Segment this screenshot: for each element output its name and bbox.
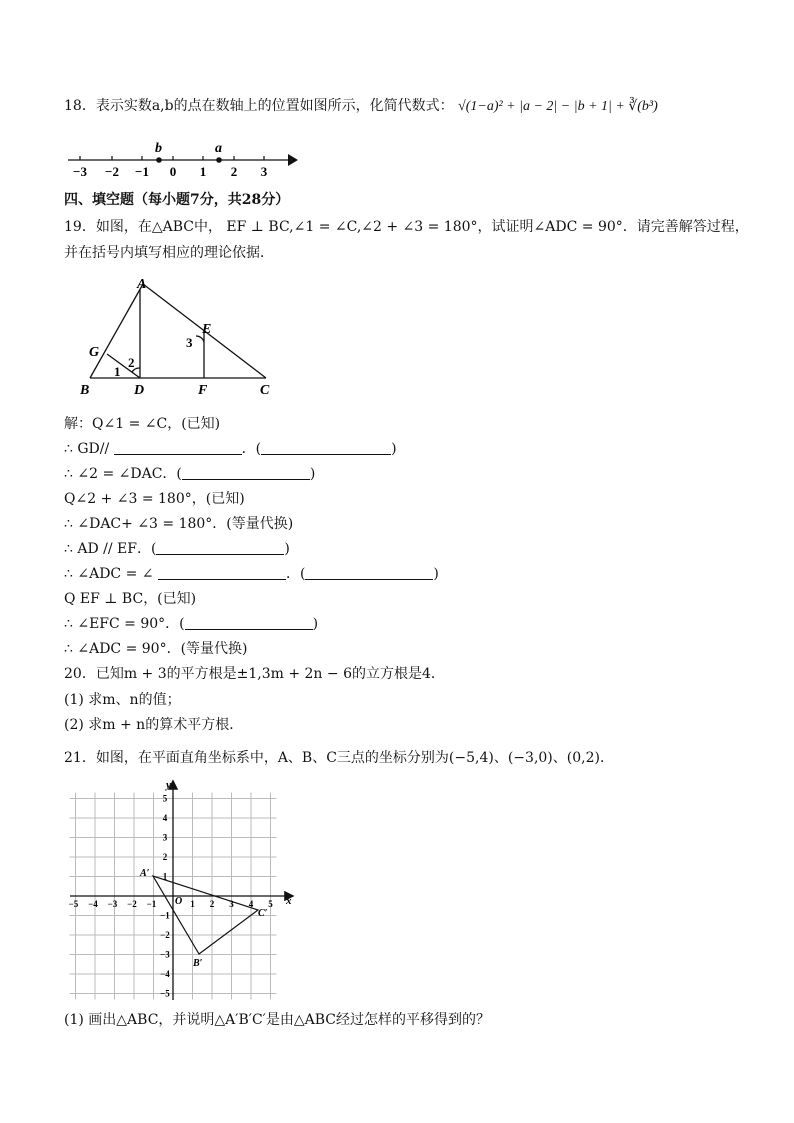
q19-blank7[interactable]	[185, 615, 313, 630]
x-tick-label: 3	[229, 899, 234, 909]
origin-label: O	[175, 896, 183, 907]
q19-step10: ∴ ∠ADC = 90°．(等量代换)	[64, 641, 248, 657]
x-axis-label: x	[286, 895, 292, 907]
tick-neg2: −2	[105, 164, 119, 179]
q19-step3: ∴ ∠2 = ∠DAC．( )	[64, 466, 316, 482]
q18-text-line	[64, 96, 658, 117]
y-tick-label: −3	[160, 949, 170, 960]
q19-step1: 解：Q∠1 = ∠C，(已知)	[64, 416, 221, 432]
tick-2: 2	[230, 164, 238, 179]
tick-neg3: −3	[73, 164, 87, 179]
q21-line1: 21．如图，在平面直角坐标系中，A、B、C三点的坐标分别为(−5,4)、(−3,0)、(0,2)．	[64, 750, 614, 766]
label-C: C	[260, 383, 270, 398]
q19-triangle-figure	[78, 274, 288, 400]
tick-0: 0	[169, 164, 177, 179]
y-tick-label: 4	[162, 813, 168, 823]
label-E: E	[202, 322, 212, 337]
q19-blank3[interactable]	[182, 465, 310, 480]
x-tick-label: −4	[88, 899, 98, 909]
label-D: D	[134, 383, 145, 398]
section4-title: 四、填空题（每小题7分，共28分）	[64, 192, 290, 208]
x-tick-label: −5	[68, 899, 79, 909]
tick-3: 3	[260, 164, 268, 179]
x-tick-label: −1	[146, 899, 157, 909]
q20-line3: (2) 求m + n的算术平方根．	[64, 717, 244, 733]
y-tick-label: −1	[160, 910, 170, 921]
y-tick-label: −4	[160, 969, 170, 979]
q18-expression: √(1−a)² + |a − 2| − |b + 1| + ∛(b³)	[458, 99, 658, 114]
q19-line1: 19．如图，在△ABC中， EF ⊥ BC,∠1 = ∠C,∠2 + ∠3 = 180°，试证明∠ADC = 90°．请完善解答过程，	[64, 219, 749, 235]
tick-1: 1	[199, 164, 207, 179]
angle-2: 2	[128, 355, 135, 370]
label-C-prime: C′	[258, 908, 268, 919]
q19-step4: Q∠2 + ∠3 = 180°，(已知)	[64, 491, 245, 507]
q19-step8: Q EF ⊥ BC，(已知)	[64, 591, 197, 607]
x-tick-label: 4	[248, 899, 254, 909]
y-tick-label: −2	[160, 930, 170, 940]
q21-coordinate-grid	[64, 776, 300, 1008]
q19-blank2[interactable]	[261, 440, 391, 455]
q19-line2: 并在括号内填写相应的理论依据．	[64, 245, 274, 261]
q19-blank6[interactable]	[305, 565, 433, 580]
q18-number-line	[66, 138, 306, 180]
label-a: a	[215, 141, 222, 156]
y-tick-label: 2	[162, 852, 168, 862]
angle-1: 1	[114, 364, 121, 379]
label-B: B	[80, 383, 90, 398]
x-tick-label: 5	[268, 899, 273, 909]
label-b: b	[155, 141, 162, 156]
point-b	[156, 157, 162, 163]
y-tick-label: 5	[162, 793, 168, 804]
q19-blank5[interactable]	[158, 565, 286, 580]
label-F: F	[198, 383, 208, 398]
y-tick-label: −5	[160, 988, 170, 999]
y-tick-label: 3	[162, 832, 168, 843]
q19-step7: ∴ ∠ADC = ∠ ．( )	[64, 566, 439, 582]
tick-neg1: −1	[135, 164, 149, 179]
label-G: G	[89, 345, 100, 360]
label-B-prime: B′	[193, 958, 203, 969]
q20-line1: 20．已知m + 3的平方根是±1,3m + 2n − 6的立方根是4．	[64, 666, 445, 682]
point-a	[216, 157, 222, 163]
q19-blank4[interactable]	[156, 540, 284, 555]
y-axis-label: y	[166, 779, 171, 791]
q19-step2: ∴ GD// ．( )	[64, 441, 397, 457]
q20-line2: (1) 求m、n的值；	[64, 692, 181, 708]
q19-step9: ∴ ∠EFC = 90°．( )	[64, 616, 319, 632]
angle-3: 3	[186, 335, 193, 350]
q18-text: 18．表示实数a,b的点在数轴上的位置如图所示，化简代数式：	[64, 98, 454, 114]
label-A: A	[137, 277, 147, 292]
x-tick-label: −3	[107, 899, 118, 909]
q19-step5: ∴ ∠DAC+ ∠3 = 180°．(等量代换)	[64, 516, 294, 532]
x-tick-label: 2	[209, 899, 215, 909]
x-tick-label: −2	[127, 899, 137, 909]
q19-blank1[interactable]	[114, 440, 242, 455]
q21-part1: (1) 画出△ABC，并说明△A′B′C′是由△ABC经过怎样的平移得到的？	[64, 1012, 490, 1028]
q19-step6: ∴ AD // EF．( )	[64, 541, 290, 557]
y-tick-label: 1	[162, 871, 168, 882]
label-A-prime: A′	[140, 868, 150, 879]
x-tick-label: 1	[190, 899, 195, 909]
